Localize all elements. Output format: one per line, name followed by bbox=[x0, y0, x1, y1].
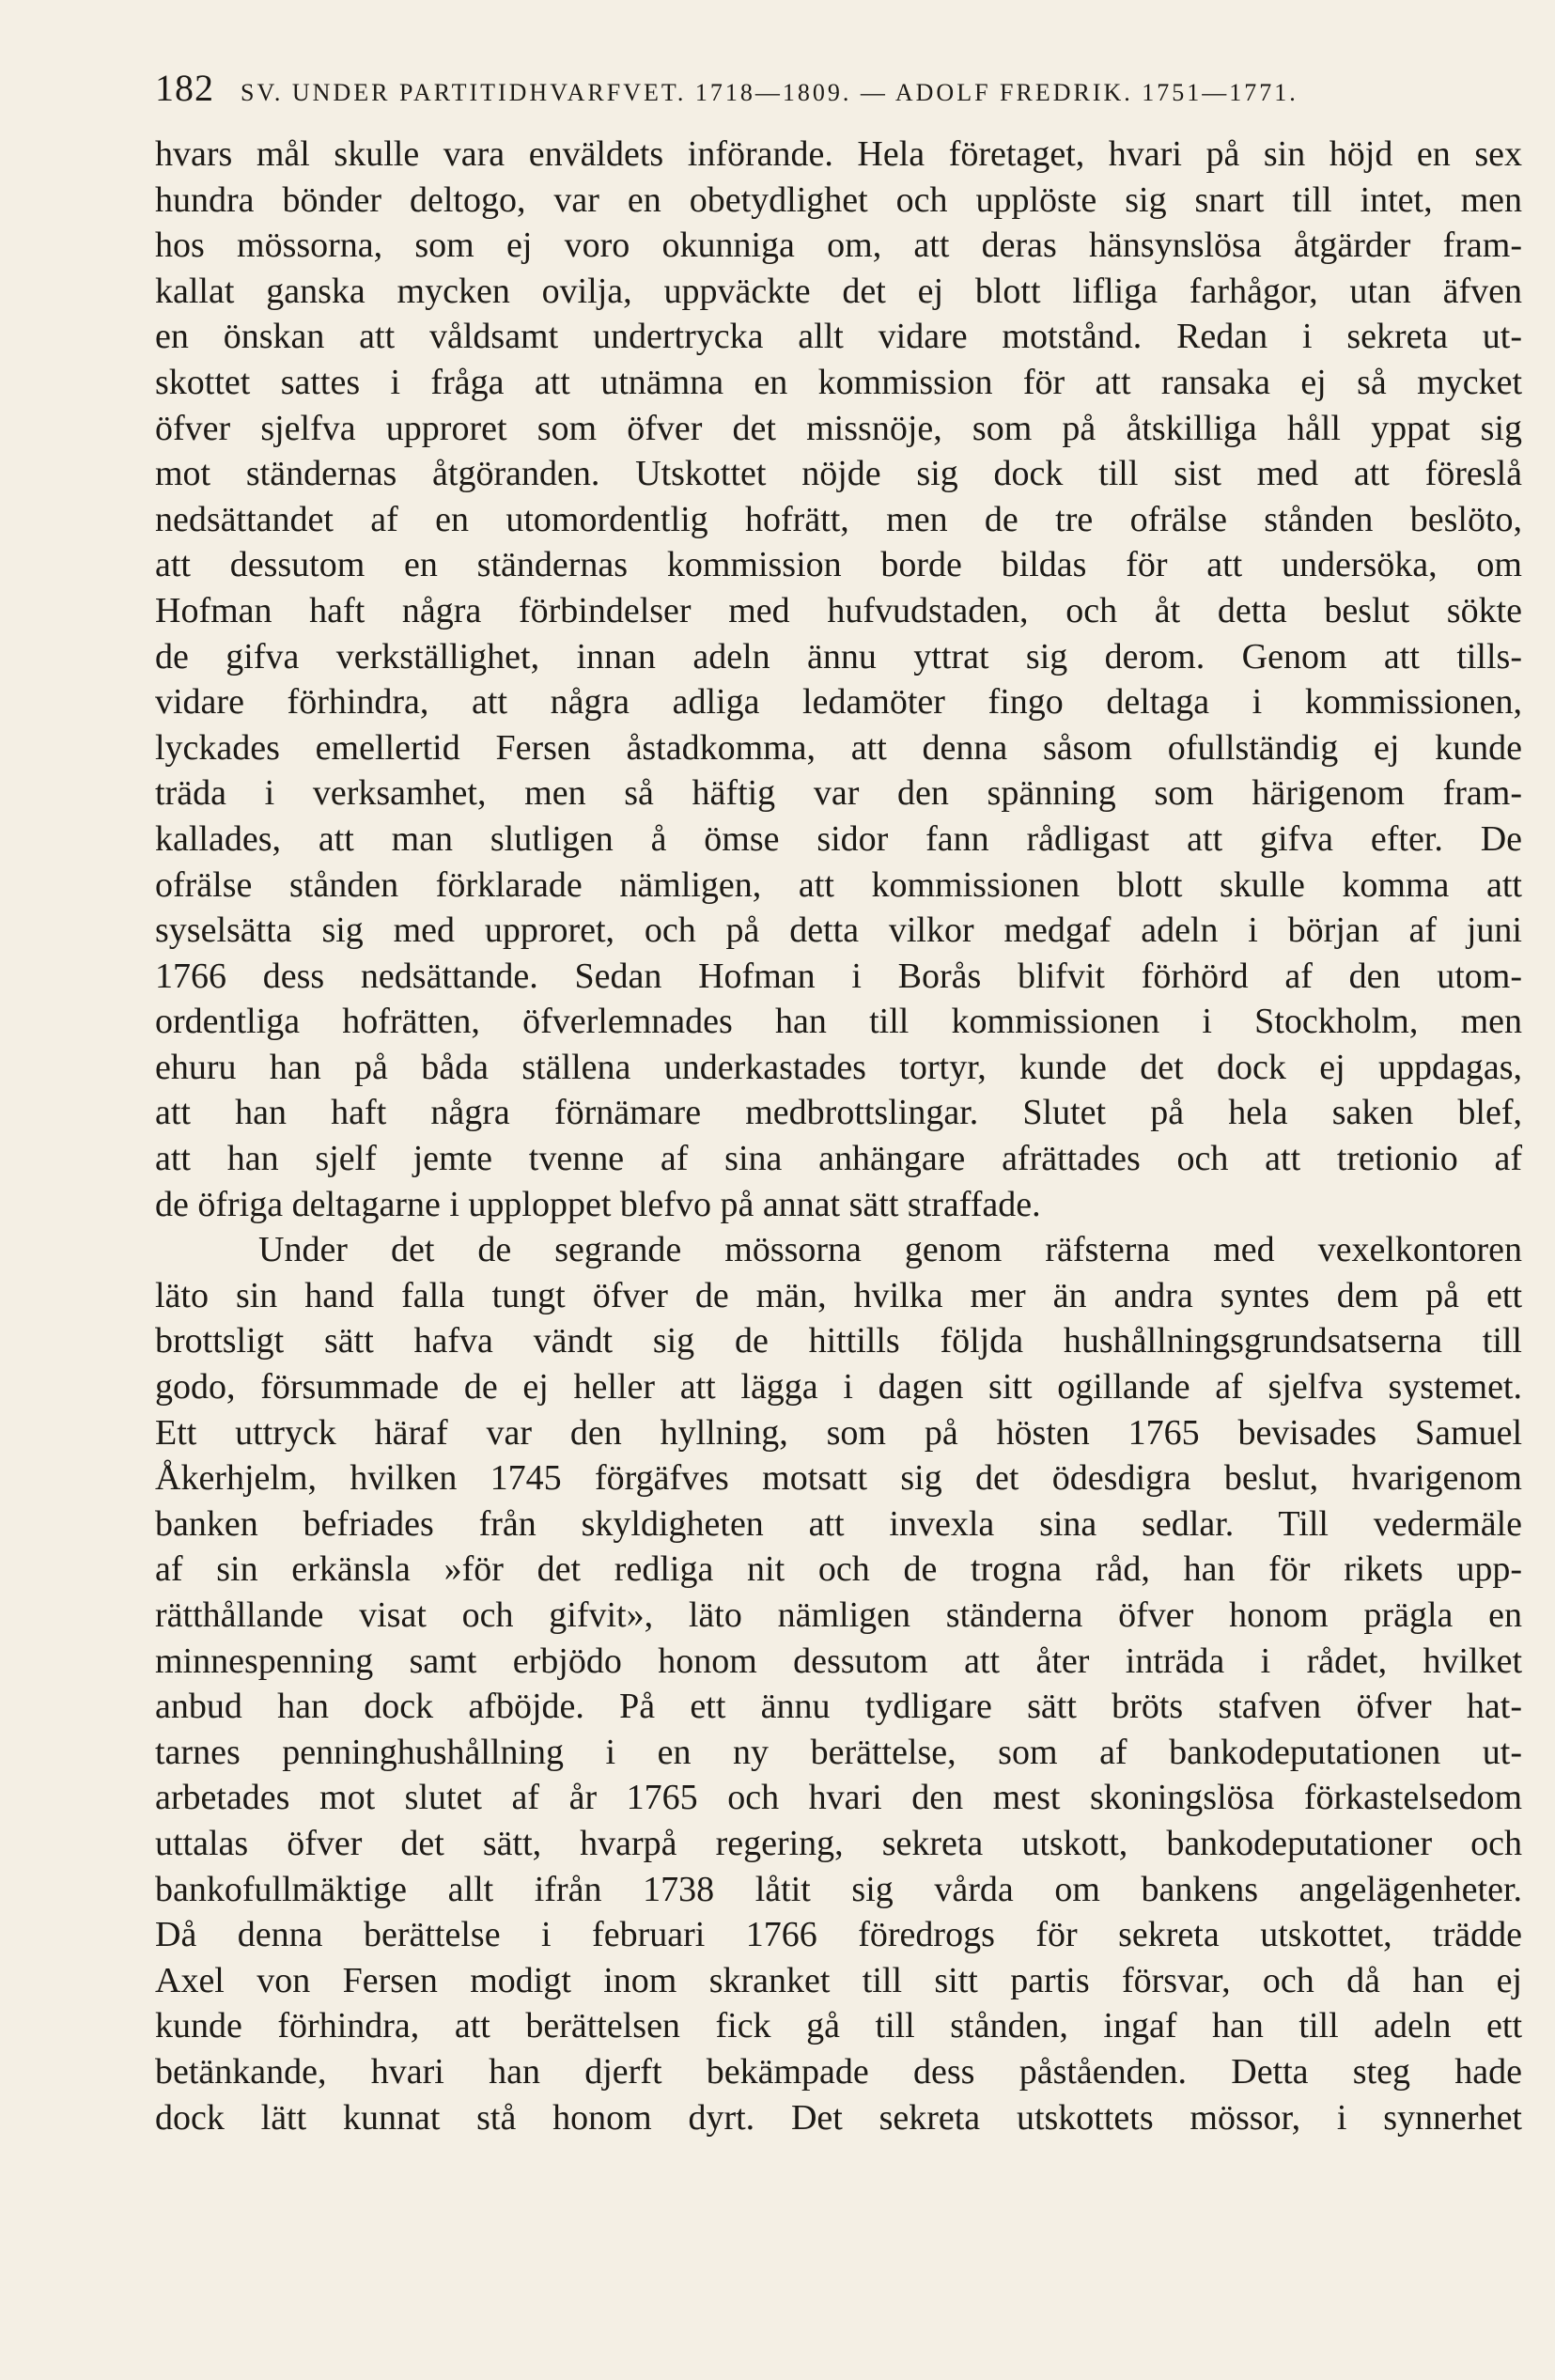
text-line: syselsätta sig med upproret, och på detta vilkor medgaf adeln i början af juni bbox=[155, 910, 1522, 951]
text-line: banken befriades från skyldigheten att invexla sina sedlar. Till vedermäle bbox=[155, 1503, 1522, 1544]
text-line: träda i verksamhet, men så häftig var den spänning som härigenom fram- bbox=[155, 773, 1522, 814]
text-line: minnespenning samt erbjödo honom dessutom att åter inträda i rådet, hvilket bbox=[155, 1641, 1522, 1681]
text-line: Ett uttryck häraf var den hyllning, som på hösten 1765 bevisades Samuel bbox=[155, 1412, 1522, 1453]
text-line: arbetades mot slutet af år 1765 och hvari den mest skoningslösa förkastelsedom bbox=[155, 1778, 1522, 1818]
text-line: öfver sjelfva upproret som öfver det missnöje, som på åtskilliga håll yppat sig bbox=[155, 408, 1522, 448]
text-line: en önskan att våldsamt undertrycka allt vidare motstånd. Redan i sekreta ut- bbox=[155, 317, 1522, 357]
text-line: hvars mål skulle vara enväldets införande. Hela företaget, hvari på sin höjd en sex bbox=[155, 134, 1522, 174]
text-line: att han haft några förnämare medbrottslingar. Slutet på hela saken blef, bbox=[155, 1093, 1522, 1133]
text-line: skottet sattes i fråga att utnämna en kommission för att ransaka ej så mycket bbox=[155, 362, 1522, 402]
text-line: lyckades emellertid Fersen åstadkomma, att denna såsom ofullständig ej kunde bbox=[155, 727, 1522, 768]
text-line: mot ständernas åtgöranden. Utskottet nöjde sig dock till sist med att föreslå bbox=[155, 454, 1522, 494]
text-line: läto sin hand falla tungt öfver de män, hvilka mer än andra syntes dem på ett bbox=[155, 1275, 1522, 1315]
text-line: nedsättandet af en utomordentlig hofrätt, men de tre ofrälse stånden beslöto, bbox=[155, 499, 1522, 539]
text-line: bankofullmäktige allt ifrån 1738 låtit sig vårda om bankens angelägenheter. bbox=[155, 1869, 1522, 1909]
text-line: godo, försummade de ej heller att lägga i dagen sitt ogillande af sjelfva systemet. bbox=[155, 1367, 1522, 1408]
page-number: 182 bbox=[155, 67, 214, 109]
text-line: ofrälse stånden förklarade nämligen, att kommissionen blott skulle komma att bbox=[155, 864, 1522, 905]
text-line: att han sjelf jemte tvenne af sina anhängare afrättades och att tretionio af bbox=[155, 1139, 1522, 1179]
text-line: ehuru han på båda ställena underkastades tortyr, kunde det dock ej uppdagas, bbox=[155, 1047, 1522, 1087]
text-line: hundra bönder deltogo, var en obetydlighet och upplöste sig snart till intet, men bbox=[155, 179, 1522, 220]
paragraph bbox=[155, 1227, 1522, 2140]
text-line: de gifva verkställighet, innan adeln ännu yttrat sig derom. Genom att tills- bbox=[155, 636, 1522, 677]
text-line: tarnes penninghushållning i en ny berättelse, som af bankodeputationen ut- bbox=[155, 1732, 1522, 1772]
text-line: af sin erkänsla »för det redliga nit och de trogna råd, han för rikets upp- bbox=[155, 1549, 1522, 1590]
text-line: Då denna berättelse i februari 1766 föredrogs för sekreta utskottet, trädde bbox=[155, 1915, 1522, 1955]
text-line: hos mössorna, som ej voro okunniga om, att deras hänsynslösa åtgärder fram- bbox=[155, 226, 1522, 266]
text-line: kunde förhindra, att berättelsen fick gå till stånden, ingaf han till adeln ett bbox=[155, 2006, 1522, 2046]
text-line: vidare förhindra, att några adliga ledamöter fingo deltaga i kommissionen, bbox=[155, 682, 1522, 723]
text-line: 1766 dess nedsättande. Sedan Hofman i Borås blifvit förhörd af den utom- bbox=[155, 956, 1522, 996]
text-line: Åkerhjelm, hvilken 1745 förgäfves motsatt sig det ödesdigra beslut, hvarigenom bbox=[155, 1458, 1522, 1499]
text-line: betänkande, hvari han djerft bekämpade dess påståenden. Detta steg hade bbox=[155, 2051, 1522, 2092]
body-text bbox=[155, 132, 1522, 2140]
text-line: att dessutom en ständernas kommission borde bildas för att undersöka, om bbox=[155, 545, 1522, 585]
running-title: SV. UNDER PARTITIDHVARFVET. 1718—1809. — ADOLF FREDRIK. 1751—1771. bbox=[241, 79, 1298, 106]
text-line: brottsligt sätt hafva vändt sig de hittills följda hushållningsgrundsatserna till bbox=[155, 1321, 1522, 1361]
text-line: ordentliga hofrätten, öfverlemnades han till kommissionen i Stockholm, men bbox=[155, 1002, 1522, 1042]
text-line: de öfriga deltagarne i upploppet blefvo på annat sätt straffade. bbox=[155, 1184, 1041, 1224]
text-line: Under det de segrande mössorna genom räfsterna med vexelkontoren bbox=[258, 1230, 1522, 1270]
text-line: Axel von Fersen modigt inom skranket till sitt partis försvar, och då han ej bbox=[155, 1960, 1522, 2000]
text-line: kallat ganska mycken ovilja, uppväckte det ej blott lifliga farhågor, utan äfven bbox=[155, 271, 1522, 311]
text-line: uttalas öfver det sätt, hvarpå regering, sekreta utskott, bankodeputationer och bbox=[155, 1823, 1522, 1863]
text-line: anbud han dock afböjde. På ett ännu tydligare sätt bröts stafven öfver hat- bbox=[155, 1687, 1522, 1727]
text-line: kallades, att man slutligen å ömse sidor fann rådligast att gifva efter. De bbox=[155, 818, 1522, 859]
running-head bbox=[155, 66, 1527, 118]
text-line: rätthållande visat och gifvit», läto nämligen ständerna öfver honom prägla en bbox=[155, 1595, 1522, 1635]
text-line: dock lätt kunnat stå honom dyrt. Det sekreta utskottets mössor, i synnerhet bbox=[155, 2097, 1522, 2138]
paragraph bbox=[155, 132, 1522, 1227]
text-line: Hofman haft några förbindelser med hufvudstaden, och åt detta beslut sökte bbox=[155, 590, 1522, 630]
